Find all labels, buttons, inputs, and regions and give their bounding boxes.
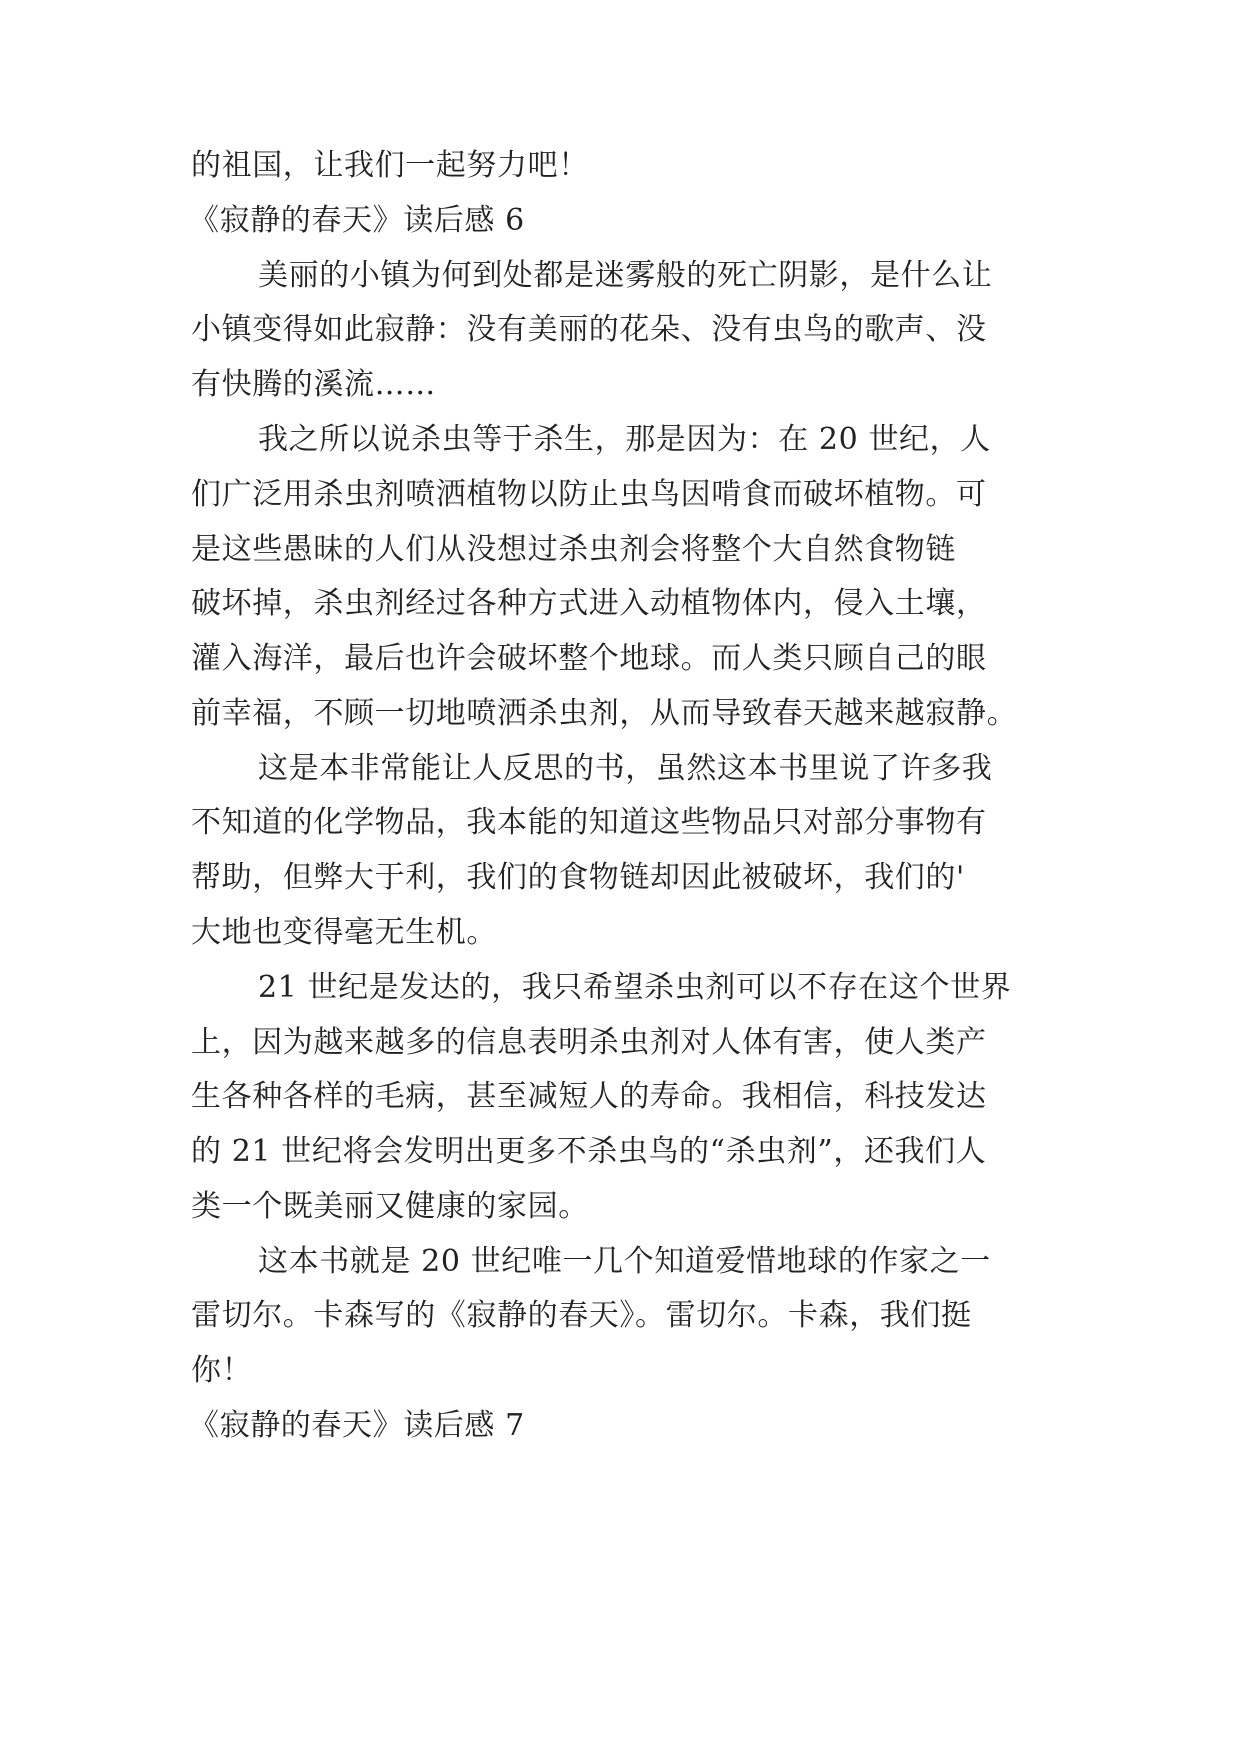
text-line: 前幸福，不顾一切地喷洒杀虫剂，从而导致春天越来越寂静。 xyxy=(191,696,1018,731)
text-line: 生各种各样的毛病，甚至减短人的寿命。我相信，科技发达 xyxy=(191,1079,987,1114)
section-heading: 《寂静的春天》读后感 7 xyxy=(189,1408,525,1443)
text-line: 雷切尔。卡森写的《寂静的春天》。雷切尔。卡森，我们挺 xyxy=(191,1298,972,1333)
text-line: 灌入海洋，最后也许会破坏整个地球。而人类只顾自己的眼 xyxy=(191,641,987,676)
text-line: 我之所以说杀虫等于杀生，那是因为：在 20 世纪，人 xyxy=(258,422,991,457)
text-line: 大地也变得毫无生机。 xyxy=(191,915,497,950)
text-line: 21 世纪是发达的，我只希望杀虫剂可以不存在这个世界 xyxy=(258,970,1012,1005)
text-line: 这本书就是 20 世纪唯一几个知道爱惜地球的作家之一 xyxy=(258,1244,991,1279)
text-line: 美丽的小镇为何到处都是迷雾般的死亡阴影，是什么让 xyxy=(258,258,993,293)
text-line: 帮助，但弊大于利，我们的食物链却因此被破坏，我们的' xyxy=(191,860,965,895)
text-line: 小镇变得如此寂静：没有美丽的花朵、没有虫鸟的歌声、没 xyxy=(191,312,987,347)
text-line: 是这些愚昧的人们从没想过杀虫剂会将整个大自然食物链 xyxy=(191,532,956,567)
text-line: 类一个既美丽又健康的家园。 xyxy=(191,1189,589,1224)
text-line: 们广泛用杀虫剂喷洒植物以防止虫鸟因啃食而破坏植物。可 xyxy=(191,477,987,512)
text-line: 不知道的化学物品，我本能的知道这些物品只对部分事物有 xyxy=(191,805,987,840)
section-heading: 《寂静的春天》读后感 6 xyxy=(189,203,525,238)
text-line: 的祖国，让我们一起努力吧！ xyxy=(191,148,589,183)
text-line: 这是本非常能让人反思的书，虽然这本书里说了许多我 xyxy=(258,751,993,786)
text-line: 有快腾的溪流…… xyxy=(191,367,436,402)
text-line: 你！ xyxy=(191,1353,253,1388)
text-line: 破坏掉，杀虫剂经过各种方式进入动植物体内，侵入土壤， xyxy=(191,586,987,621)
text-line: 上，因为越来越多的信息表明杀虫剂对人体有害，使人类产 xyxy=(191,1025,987,1060)
text-line: 的 21 世纪将会发明出更多不杀虫鸟的“杀虫剂”，还我们人 xyxy=(191,1134,987,1169)
